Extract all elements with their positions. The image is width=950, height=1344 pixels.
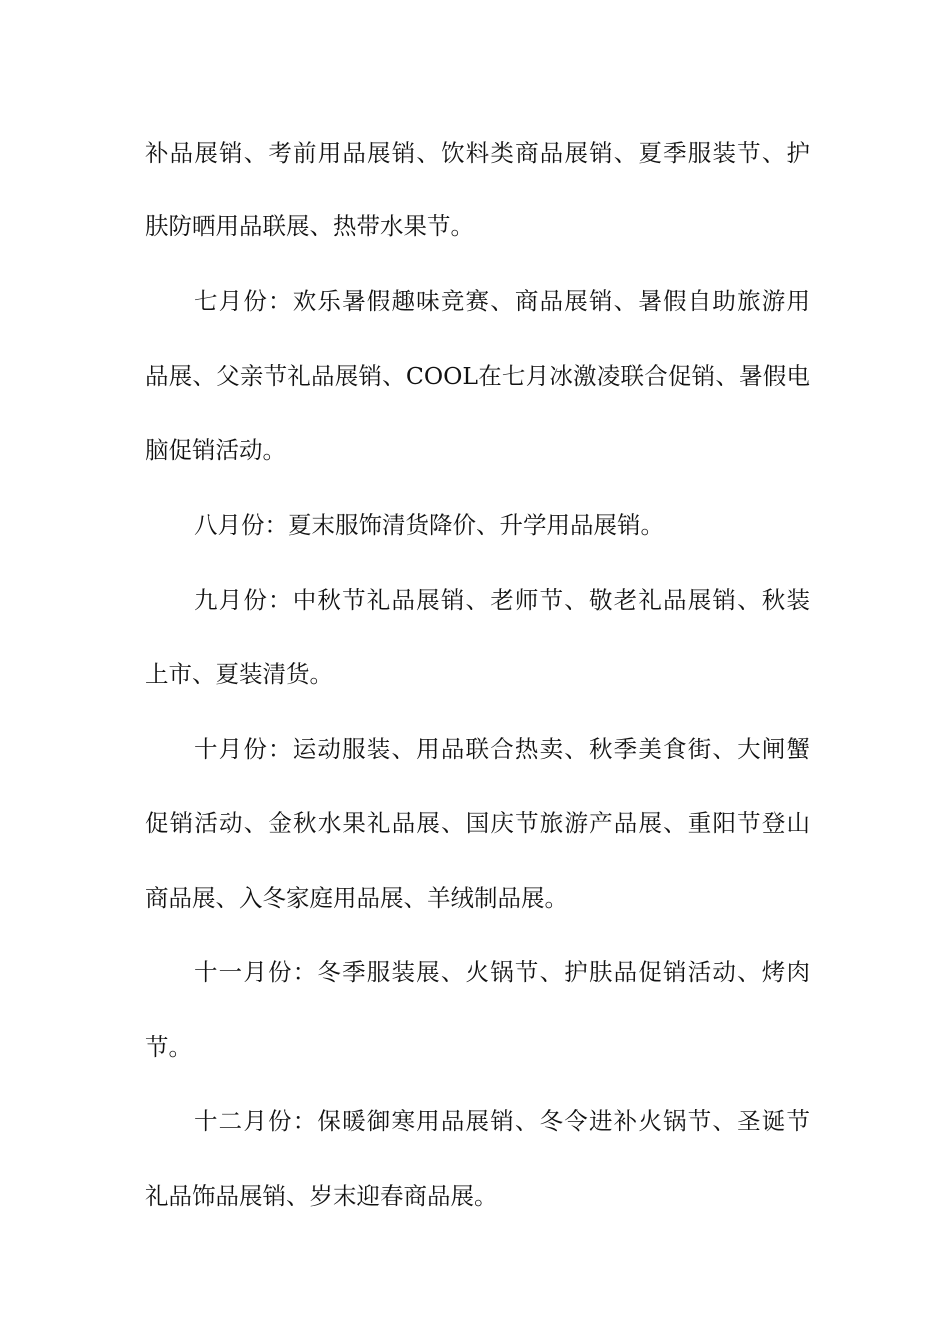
text-line: 品展、父亲节礼品展销、COOL在七月冰激凌联合促销、暑假电 bbox=[145, 362, 810, 390]
paragraph-december-start: 十二月份：保暖御寒用品展销、冬令进补火锅节、圣诞节 bbox=[194, 1107, 810, 1135]
paragraph-july-start: 七月份：欢乐暑假趣味竞赛、商品展销、暑假自助旅游用 bbox=[194, 287, 810, 315]
text-line: 促销活动、金秋水果礼品展、国庆节旅游产品展、重阳节登山 bbox=[145, 809, 810, 837]
text-line: 商品展、入冬家庭用品展、羊绒制品展。 bbox=[145, 884, 568, 912]
paragraph-september-start: 九月份：中秋节礼品展销、老师节、敬老礼品展销、秋装 bbox=[194, 586, 810, 614]
text-line: 节。 bbox=[145, 1033, 192, 1061]
text-line: 脑促销活动。 bbox=[145, 436, 286, 464]
text-line: 礼品饰品展销、岁末迎春商品展。 bbox=[145, 1182, 498, 1210]
text-line: 上市、夏装清货。 bbox=[145, 660, 333, 688]
paragraph-november-start: 十一月份：冬季服装展、火锅节、护肤品促销活动、烤肉 bbox=[194, 958, 810, 986]
text-line: 肤防晒用品联展、热带水果节。 bbox=[145, 212, 474, 240]
paragraph-august: 八月份：夏末服饰清货降价、升学用品展销。 bbox=[194, 511, 664, 539]
text-line: 补品展销、考前用品展销、饮料类商品展销、夏季服装节、护 bbox=[145, 139, 810, 167]
paragraph-october-start: 十月份：运动服装、用品联合热卖、秋季美食街、大闸蟹 bbox=[194, 735, 810, 763]
